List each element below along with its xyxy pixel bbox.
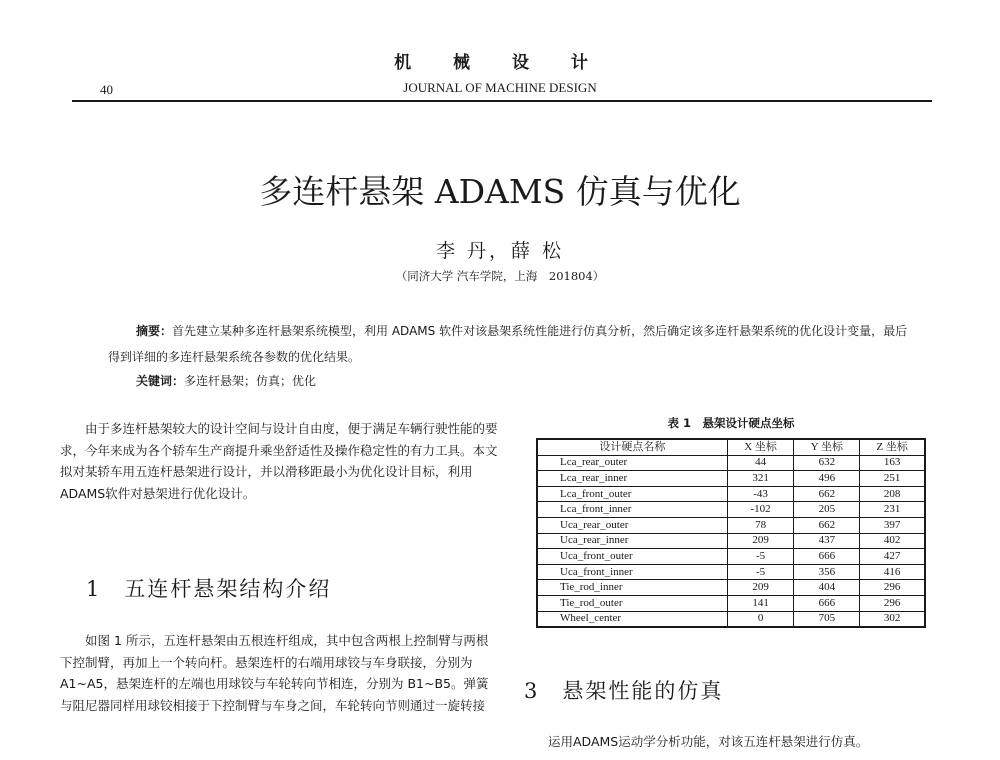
table-cell: 296 [860,580,925,596]
table-row [537,611,925,627]
table-header-cell: Z 坐标 [860,439,925,455]
table-row [537,595,925,611]
section-1-heading: 1 五连杆悬架结构介绍 [86,577,332,601]
table-cell: 496 [794,471,860,487]
table-cell: 231 [860,502,925,518]
hardpoint-table [536,438,926,628]
table-cell: 208 [860,486,925,502]
table-cell: Lca_front_inner [537,502,727,518]
intro-text: 由于多连杆悬架较大的设计空间与设计自由度，便于满足车辆行驶性能的要求，今年来成为各个轿车生产商提升乘坐舒适性及操作稳定性的有力工具。本文拟对某轿车用五连杆悬架进行设计，并以滑移距最小为优化设计目标，利用ADAMS软件对悬架进行优化设计。 [60,421,498,501]
abstract-label: 摘要： [136,324,173,338]
article-authors: 李 丹，薛 松 [435,240,565,262]
table-cell: 209 [727,533,794,549]
table-cell: 209 [727,580,794,596]
table-cell: 416 [860,564,925,580]
table-header-row [537,439,925,455]
table-cell: 397 [860,517,925,533]
table-row [537,564,925,580]
table-cell: -5 [727,549,794,565]
journal-name-english: JOURNAL OF MACHINE DESIGN [403,80,597,95]
article-affiliation: （同济大学 汽车学院，上海 201804） [395,269,605,283]
keywords [136,372,316,389]
table-cell: 251 [860,471,925,487]
table-cell: 632 [794,455,860,471]
table-cell: Uca_rear_inner [537,533,727,549]
article-title: 多连杆悬架 ADAMS 仿真与优化 [259,172,741,211]
table-cell: 427 [860,549,925,565]
keywords-text: 多连杆悬架；仿真；优化 [184,374,317,388]
page-number: 40 [100,82,113,97]
table-cell: 402 [860,533,925,549]
table-header-cell: 设计硬点名称 [537,439,727,455]
table-row [537,549,925,565]
table-cell: Uca_front_outer [537,549,727,565]
table-cell: Lca_front_outer [537,486,727,502]
table-cell: 44 [727,455,794,471]
table-caption: 表 1 悬架设计硬点坐标 [667,416,795,430]
table-cell: 666 [794,549,860,565]
section-3-paragraph: 运用ADAMS运动学分析功能，对该五连杆悬架进行仿真。 [548,734,869,749]
keywords-label: 关键词： [136,374,185,388]
table-cell: Tie_rod_outer [537,595,727,611]
table-cell: 0 [727,611,794,627]
table-cell: Wheel_center [537,611,727,627]
table-cell: 662 [794,486,860,502]
table-cell: 302 [860,611,925,627]
table-cell: Lca_rear_inner [537,471,727,487]
table-cell: 662 [794,517,860,533]
table-row [537,455,925,471]
table-cell: 666 [794,595,860,611]
table-cell: -102 [727,502,794,518]
table-cell: 321 [727,471,794,487]
table-cell: 296 [860,595,925,611]
table-cell: 356 [794,564,860,580]
journal-name-chinese: 机 械 设 计 [394,53,606,73]
section-3-heading: 3 悬架性能的仿真 [524,679,724,703]
table-cell: 163 [860,455,925,471]
section-1-text: 如图 1 所示，五连杆悬架由五根连杆组成，其中包含两根上控制臂与两根下控制臂，再加上一个转向杆。悬架连杆的右端用球铰与车身联接，分别为 A1~A5，悬架连杆的左端也用球铰与车轮转向节相连，分别为 B1~B5。弹簧与阻尼器同样用球铰相接于下控制臂与车身之间，车轮转向节则通过一旋转接 [60,633,489,713]
abstract-text: 首先建立某种多连杆悬架系统模型，利用 ADAMS 软件对该悬架系统性能进行仿真分析，然后确定该多连杆悬架系统的优化设计变量，最后得到详细的多连杆悬架系统各参数的优化结果。 [108,324,908,364]
table-cell: 78 [727,517,794,533]
table-cell: Uca_rear_outer [537,517,727,533]
table-row [537,517,925,533]
intro-paragraph [60,418,500,504]
table-cell: Tie_rod_inner [537,580,727,596]
table-cell: 404 [794,580,860,596]
table-cell: Uca_front_inner [537,564,727,580]
table-row [537,533,925,549]
table-cell: -43 [727,486,794,502]
table-header-cell: Y 坐标 [794,439,860,455]
table-cell: Lca_rear_outer [537,455,727,471]
table-cell: 437 [794,533,860,549]
table-cell: -5 [727,564,794,580]
table-cell: 141 [727,595,794,611]
table-cell: 205 [794,502,860,518]
section-1-paragraph [60,630,500,716]
table-row [537,471,925,487]
abstract [108,318,908,370]
table-row [537,580,925,596]
table-header-cell: X 坐标 [727,439,794,455]
header-rule [72,100,932,102]
table-cell: 705 [794,611,860,627]
table-row [537,486,925,502]
table-row [537,502,925,518]
